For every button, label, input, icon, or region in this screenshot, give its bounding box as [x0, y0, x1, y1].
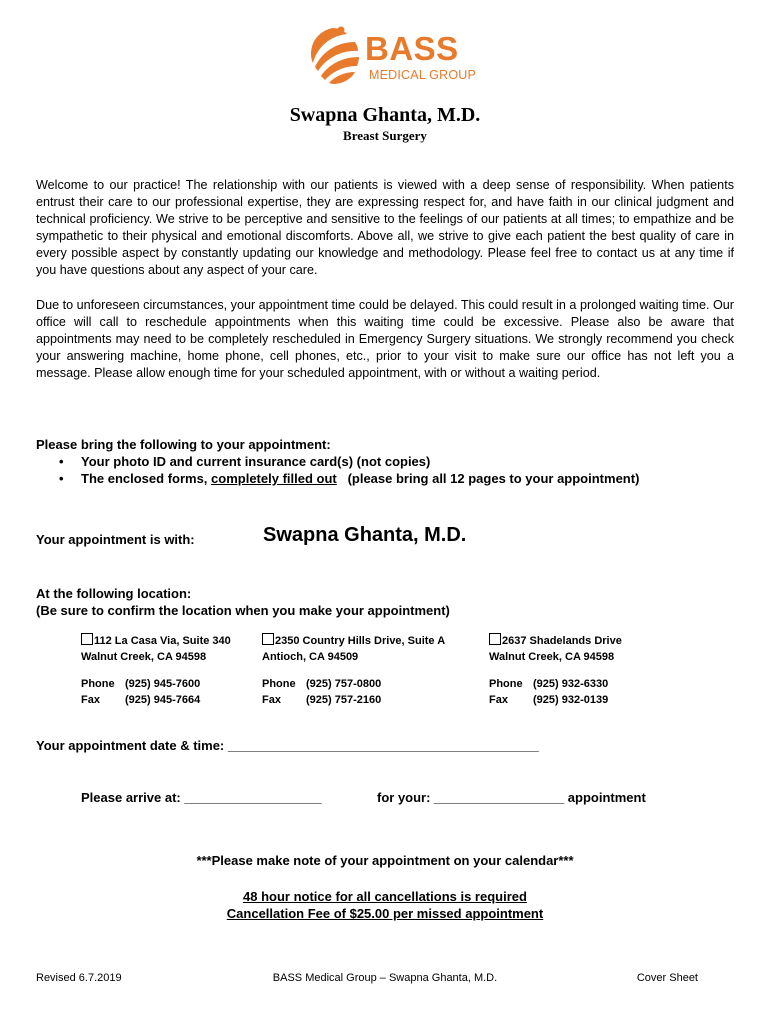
logo-subname: MEDICAL GROUP	[369, 68, 477, 82]
arrive-at-field[interactable]: Please arrive at: ___________________	[81, 790, 322, 805]
footer-center: BASS Medical Group – Swapna Ghanta, M.D.	[272, 972, 498, 984]
office-address-line1: 112 La Casa Via, Suite 340	[94, 635, 231, 647]
delay-paragraph: Due to unforeseen circumstances, your appointment time could be delayed. This could result in a prolonged waiting time. Our office will call to reschedule appointments when this waiting time could be excessive. Please also be aware that appointments may need to be completely rescheduled in Emergency Surgery situations. We strongly recommend you check your answering machine, home phone, cell phones, etc., prior to your visit to make sure our office has not left you a message. Please allow enough time for your scheduled appointment, with or without a waiting period.	[36, 298, 734, 381]
office-phone	[81, 677, 231, 693]
office-walnut-creek-shadelands	[489, 633, 622, 708]
fax-label: Fax	[489, 693, 508, 706]
appointment-type-field[interactable]: for your: __________________ appointment	[377, 790, 646, 805]
office-fax	[262, 693, 445, 709]
appointment-with-label: Your appointment is with:	[36, 532, 195, 547]
fax-number: (925) 945-7664	[125, 693, 201, 706]
fax-label: Fax	[81, 693, 100, 706]
phone-label: Phone	[489, 678, 523, 690]
location-subheading: (Be sure to confirm the location when you make your appointment)	[36, 603, 450, 618]
phone-label: Phone	[81, 678, 115, 690]
office-address-line2: Antioch, CA 94509	[262, 650, 359, 663]
phone-number: (925) 932-6330	[533, 678, 609, 690]
phone-label: Phone	[262, 678, 296, 690]
page-title: Swapna Ghanta, M.D.	[289, 104, 481, 126]
office-phone	[262, 677, 445, 693]
appointment-date-time-field[interactable]: Your appointment date & time: ___________________________________________	[36, 738, 539, 753]
footer-revised: Revised 6.7.2019	[36, 972, 122, 984]
phone-number: (925) 945-7600	[125, 678, 201, 690]
cancellation-notice: 48 hour notice for all cancellations is required	[243, 889, 527, 904]
office-checkbox[interactable]	[262, 633, 274, 645]
office-fax	[81, 693, 231, 709]
office-address-line1: 2637 Shadelands Drive	[502, 635, 622, 647]
office-phone	[489, 677, 622, 693]
office-address-line2: Walnut Creek, CA 94598	[489, 650, 615, 663]
bring-item-forms-underlined: completely filled out	[211, 471, 337, 486]
bring-item-id: • Your photo ID and current insurance card(s) (not copies)	[57, 453, 639, 470]
fax-label: Fax	[262, 693, 281, 706]
bring-item-forms-suffix: (please bring all 12 pages to your appointment)	[336, 471, 640, 486]
office-antioch	[262, 633, 445, 708]
fax-number: (925) 757-2160	[306, 693, 382, 706]
office-fax	[489, 693, 622, 709]
bring-item-forms-prefix: The enclosed forms,	[81, 471, 212, 486]
cancellation-fee: Cancellation Fee of $25.00 per missed appointment	[226, 906, 544, 921]
calendar-note: ***Please make note of your appointment on your calendar***	[196, 853, 574, 868]
office-walnut-creek-la-casa	[81, 633, 231, 708]
location-heading: At the following location:	[36, 586, 192, 601]
bring-heading: Please bring the following to your appointment:	[36, 437, 331, 452]
bring-item-forms	[57, 470, 639, 487]
logo-name: BASS	[365, 30, 459, 67]
bring-list	[57, 453, 639, 487]
page-subtitle: Breast Surgery	[343, 128, 427, 143]
bass-logo	[303, 26, 477, 86]
office-address-line2: Walnut Creek, CA 94598	[81, 650, 207, 663]
phone-number: (925) 757-0800	[306, 678, 382, 690]
office-checkbox[interactable]	[489, 633, 501, 645]
appointment-doctor: Swapna Ghanta, M.D.	[263, 524, 467, 546]
footer-right: Cover Sheet	[636, 972, 698, 984]
fax-number: (925) 932-0139	[533, 693, 609, 706]
office-address-line1: 2350 Country Hills Drive, Suite A	[275, 635, 446, 647]
office-checkbox[interactable]	[81, 633, 93, 645]
bass-logo-mark-icon	[303, 26, 363, 86]
welcome-paragraph: Welcome to our practice! The relationship with our patients is viewed with a deep sense of responsibility. When patients entrust their care to our professional expertise, they are expressing respect for, and have faith in our clinical judgment and technical proficiency. We strive to be perceptive and sensitive to the feelings of our patients at all times; to empathize and be sympathetic to their physical and emotional discomforts. Above all, we strive to give each patient the best quality of care in every possible aspect by constantly updating our knowledge and methodology. Please feel free to contact us at any time if you have questions about any aspect of your care.	[36, 178, 734, 278]
